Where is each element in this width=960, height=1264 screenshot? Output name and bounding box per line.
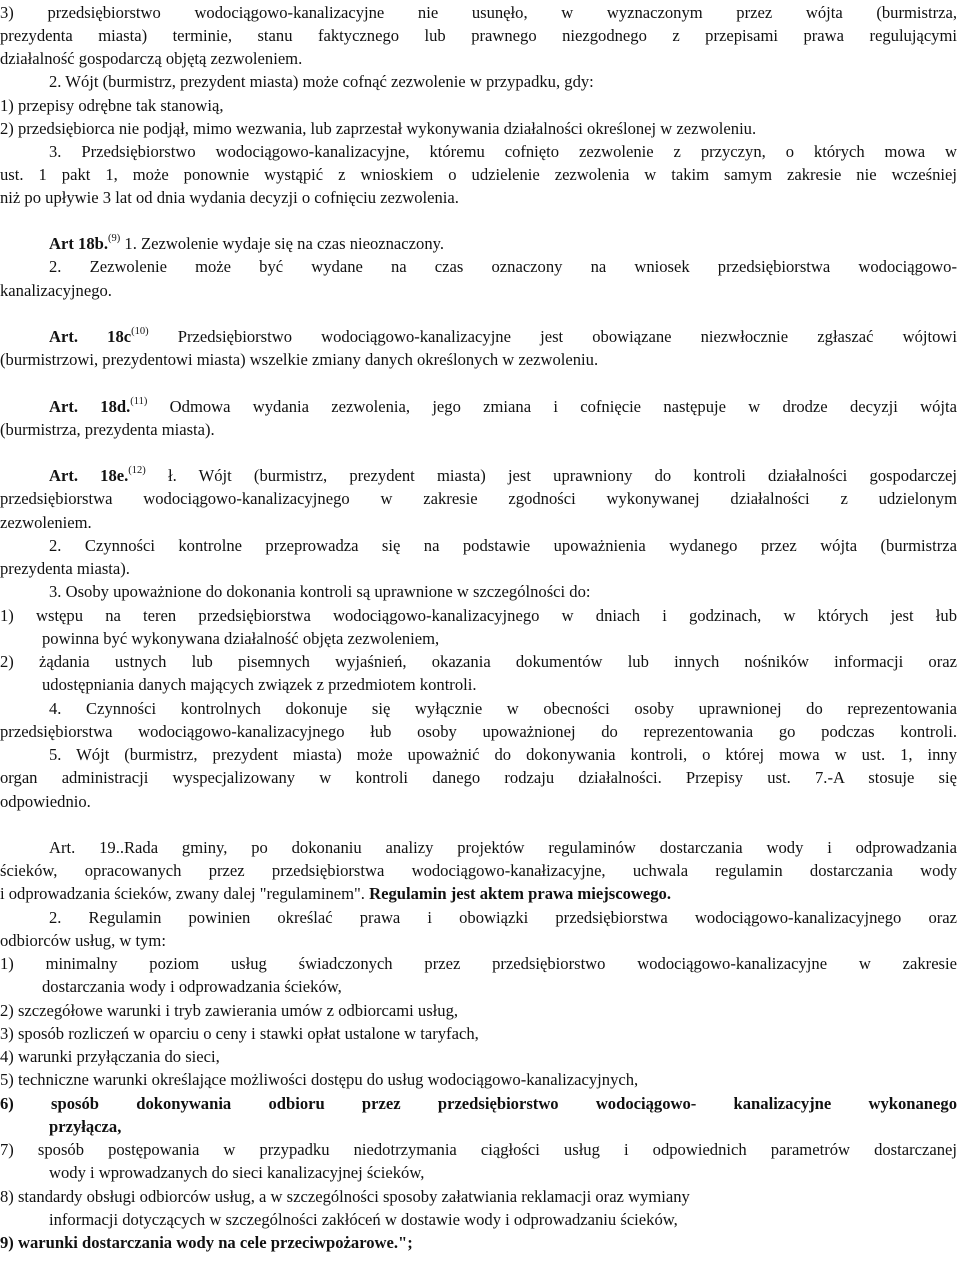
article-text: Odmowa wydania zezwolenia, jego zmiana i cofnięcie następuje w drodze decyzji wójta	[147, 397, 957, 416]
text-line: prezydenta miasta).	[0, 559, 130, 578]
text-line: 2. Zezwolenie może być wydane na czas oznaczony na wniosek przedsiębiorstwa wodociągowo-	[49, 257, 957, 276]
bold-text: Regulamin jest aktem prawa miejscowego.	[369, 884, 671, 903]
list-item: przyłącza,	[49, 1117, 122, 1136]
list-item: 3) sposób rozliczeń w oparciu o ceny i stawki opłat ustalone w taryfach,	[0, 1024, 479, 1043]
article-18e	[49, 464, 957, 487]
text-line: przedsiębiorstwa wodociągowo-kanalizacyjnego w zakresie zgodności wykonywanej działalności z udzielonym	[0, 489, 957, 508]
text-line: 2. Wójt (burmistrz, prezydent miasta) może cofnąć zezwolenie w przypadku, gdy:	[49, 72, 594, 91]
list-item: 7) sposób postępowania w przypadku niedotrzymania ciągłości usług i odpowiednich parametrów dostarczanej	[0, 1140, 957, 1159]
text-line: ust. 1 pakt 1, może ponownie wystąpić z wnioskiem o udzielenie zezwolenia w takim samym zakresie nie wcześniej	[0, 165, 957, 184]
article-label: Art. 18e.	[49, 466, 129, 485]
list-item: 1) wstępu na teren przedsiębiorstwa wodociągowo-kanalizacyjnego w dniach i godzinach, w których jest łub	[0, 606, 957, 625]
footnote-ref: (11)	[130, 396, 148, 407]
text-line: 4. Czynności kontrolnych dokonuje się wyłącznie w obecności osoby uprawnionej do reprezentowania	[49, 699, 957, 718]
list-item: 1) minimalny poziom usług świadczonych przez przedsiębiorstwo wodociągowo-kanalizacyjne w zakresie	[0, 954, 957, 973]
text-span: i odprowadzania ścieków, zwany dalej "regulaminem".	[0, 884, 370, 903]
text-line: 3. Osoby upoważnione do dokonania kontroli są uprawnione w szczególności do:	[49, 582, 591, 601]
list-item: 8) standardy obsługi odbiorców usług, a w szczególności sposoby załatwiania reklamacji oraz wymiany	[0, 1187, 690, 1206]
text-line: działalność gospodarczą objętą zezwoleniem.	[0, 49, 303, 68]
footnote-ref: (12)	[128, 465, 146, 476]
text-line: (burmistrza, prezydenta miasta).	[0, 420, 215, 439]
article-label: Art. 18d.	[49, 397, 131, 416]
text-line: zezwoleniem.	[0, 513, 92, 532]
list-item: wody i wprowadzanych do sieci kanalizacyjnej ścieków,	[49, 1163, 425, 1182]
list-item: informacji dotyczących w szczególności zakłóceń w dostawie wody i odprowadzaniu ścieków,	[49, 1210, 678, 1229]
article-18d	[49, 395, 957, 418]
article-text: Przedsiębiorstwo wodociągowo-kanalizacyjne jest obowiązane niezwłocznie zgłaszać wójtowi	[148, 327, 957, 346]
list-item: 5) techniczne warunki określające możliwości dostępu do usług wodociągowo-kanalizacyjnych,	[0, 1070, 639, 1089]
text-line: 3) przedsiębiorstwo wodociągowo-kanalizacyjne nie usunęło, w wyznaczonym przez wójta (burmistrza,	[0, 3, 957, 22]
list-item: 2) żądania ustnych lub pisemnych wyjaśnień, okazania dokumentów lub innych nośników informacji oraz	[0, 652, 957, 671]
text-line: odbiorców usług, w tym:	[0, 931, 166, 950]
list-item: 4) warunki przyłączania do sieci,	[0, 1047, 220, 1066]
list-item: 6) sposób dokonywania odbioru przez przedsiębiorstwo wodociągowo- kanalizacyjne wykonanego	[0, 1094, 957, 1113]
list-item: 1) przepisy odrębne tak stanowią,	[0, 96, 224, 115]
article-18b	[49, 232, 444, 255]
text-line: kanalizacyjnego.	[0, 281, 112, 300]
text-line: Art. 19..Rada gminy, po dokonaniu analizy projektów regulaminów dostarczania wody i odprowadzania	[49, 838, 957, 857]
list-item: powinna być wykonywana działalność objęta zezwoleniem,	[42, 629, 440, 648]
text-line	[0, 882, 671, 905]
footnote-ref: (9)	[108, 233, 121, 244]
text-line: 3. Przedsiębiorstwo wodociągowo-kanalizacyjne, któremu cofnięto zezwolenie z przyczyn, o których mowa w	[49, 142, 957, 161]
text-line: niż po upływie 3 lat od dnia wydania decyzji o cofnięciu zezwolenia.	[0, 188, 459, 207]
text-line: organ administracji wyspecjalizowany w kontroli danego rodzaju działalności. Przepisy ust. 7.-A stosuje się	[0, 768, 957, 787]
text-line: 2. Regulamin powinien określać prawa i obowiązki przedsiębiorstwa wodociągowo-kanalizacyjnego oraz	[49, 908, 957, 927]
article-18c	[49, 325, 957, 348]
text-line: ścieków, opracowanych przez przedsiębiorstwa wodociągowo-kanałizacyjne, uchwala regulamin dostarczania wody	[0, 861, 957, 880]
text-line: 5. Wójt (burmistrz, prezydent miasta) może upoważnić do dokonywania kontroli, o której mowa w ust. 1, inny	[49, 745, 957, 764]
article-label: Art 18b.	[49, 234, 108, 253]
footnote-ref: (10)	[131, 326, 149, 337]
list-item: 2) szczegółowe warunki i tryb zawierania umów z odbiorcami usług,	[0, 1001, 459, 1020]
article-text: ł. Wójt (burmistrz, prezydent miasta) jest uprawniony do kontroli działalności gospodarczej	[145, 466, 957, 485]
text-line: odpowiednio.	[0, 792, 91, 811]
text-line: przedsiębiorstwa wodociągowo-kanalizacyjnego łub osoby upoważnionej do reprezentowania go podczas kontroli.	[0, 722, 957, 741]
text-line: (burmistrzowi, prezydentowi miasta) wszelkie zmiany danych określonych w zezwoleniu.	[0, 350, 599, 369]
article-text: 1. Zezwolenie wydaje się na czas nieoznaczony.	[120, 234, 444, 253]
article-label: Art. 18c	[49, 327, 132, 346]
text-line: prezydenta miasta) terminie, stanu faktycznego lub prawnego niezgodnego z przepisami prawa regulującymi	[0, 26, 957, 45]
list-item: dostarczania wody i odprowadzania ścieków,	[42, 977, 342, 996]
list-item: 2) przedsiębiorca nie podjął, mimo wezwania, lub zaprzestał wykonywania działalności określonej w zezwoleniu.	[0, 119, 757, 138]
list-item: 9) warunki dostarczania wody na cele przeciwpożarowe.";	[0, 1233, 413, 1252]
text-line: 2. Czynności kontrolne przeprowadza się na podstawie upoważnienia wydanego przez wójta (burmistrza	[49, 536, 957, 555]
list-item: udostępniania danych mających związek z przedmiotem kontroli.	[42, 675, 477, 694]
